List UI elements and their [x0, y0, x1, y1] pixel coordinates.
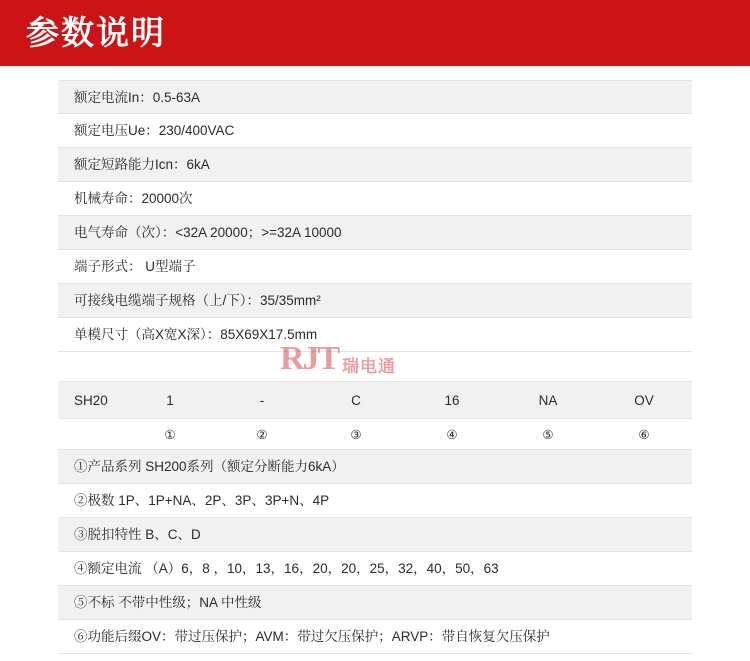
code-part: SH20: [74, 392, 108, 408]
code-description-row: ②极数 1P、1P+NA、2P、3P、3P+N、4P: [58, 484, 692, 518]
code-description-row: ⑥功能后缀OV：带过压保护；AVM：带过欠压保护；ARVP：带自恢复欠压保护: [58, 620, 692, 654]
spec-row: 单模尺寸（高X宽X深）：85X69X17.5mm: [58, 318, 692, 352]
code-marker: ①: [164, 427, 176, 442]
code-marker: ⑤: [542, 427, 554, 442]
code-marker: ④: [446, 427, 458, 442]
specification-table: [58, 80, 692, 352]
spec-row: 端子形式： U型端子: [58, 250, 692, 284]
page-title: 参数说明: [26, 14, 166, 51]
code-description-row: ③脱扣特性 B、C、D: [58, 518, 692, 552]
spec-row: 额定电压Ue：230/400VAC: [58, 114, 692, 148]
code-part: -: [259, 392, 265, 408]
model-code-row: [58, 381, 692, 419]
code-description-row: ④额定电流 （A）6，8 ，10，13，16，20，20，25，32，40，50，63: [58, 552, 692, 586]
watermark-logo-icon: RJT: [280, 340, 339, 377]
spec-row: 电气寿命（次）：<32A 20000；>=32A 10000: [58, 216, 692, 250]
watermark-text: 瑞电通: [342, 357, 396, 376]
spec-row: 可接线电缆端子规格（上/下）：35/35mm²: [58, 284, 692, 318]
model-marker-row: [58, 419, 692, 450]
code-part: 16: [444, 392, 460, 408]
spec-row: 额定电流In：0.5-63A: [58, 80, 692, 114]
code-part: OV: [634, 392, 654, 408]
code-part: NA: [538, 392, 558, 408]
code-description-row: ⑤不标 不带中性级；NA 中性级: [58, 586, 692, 620]
spec-row: 额定短路能力Icn：6kA: [58, 148, 692, 182]
spec-row: 机械寿命：20000次: [58, 182, 692, 216]
code-description-row: ①产品系列 SH200系列（额定分断能力6kA）: [58, 450, 692, 484]
code-marker: ②: [256, 427, 268, 442]
code-marker: ⑥: [638, 427, 650, 442]
model-code-table: [58, 381, 692, 654]
code-part: C: [351, 392, 361, 408]
page-header: [0, 0, 750, 66]
code-part: 1: [166, 392, 174, 408]
code-marker: ③: [350, 427, 362, 442]
